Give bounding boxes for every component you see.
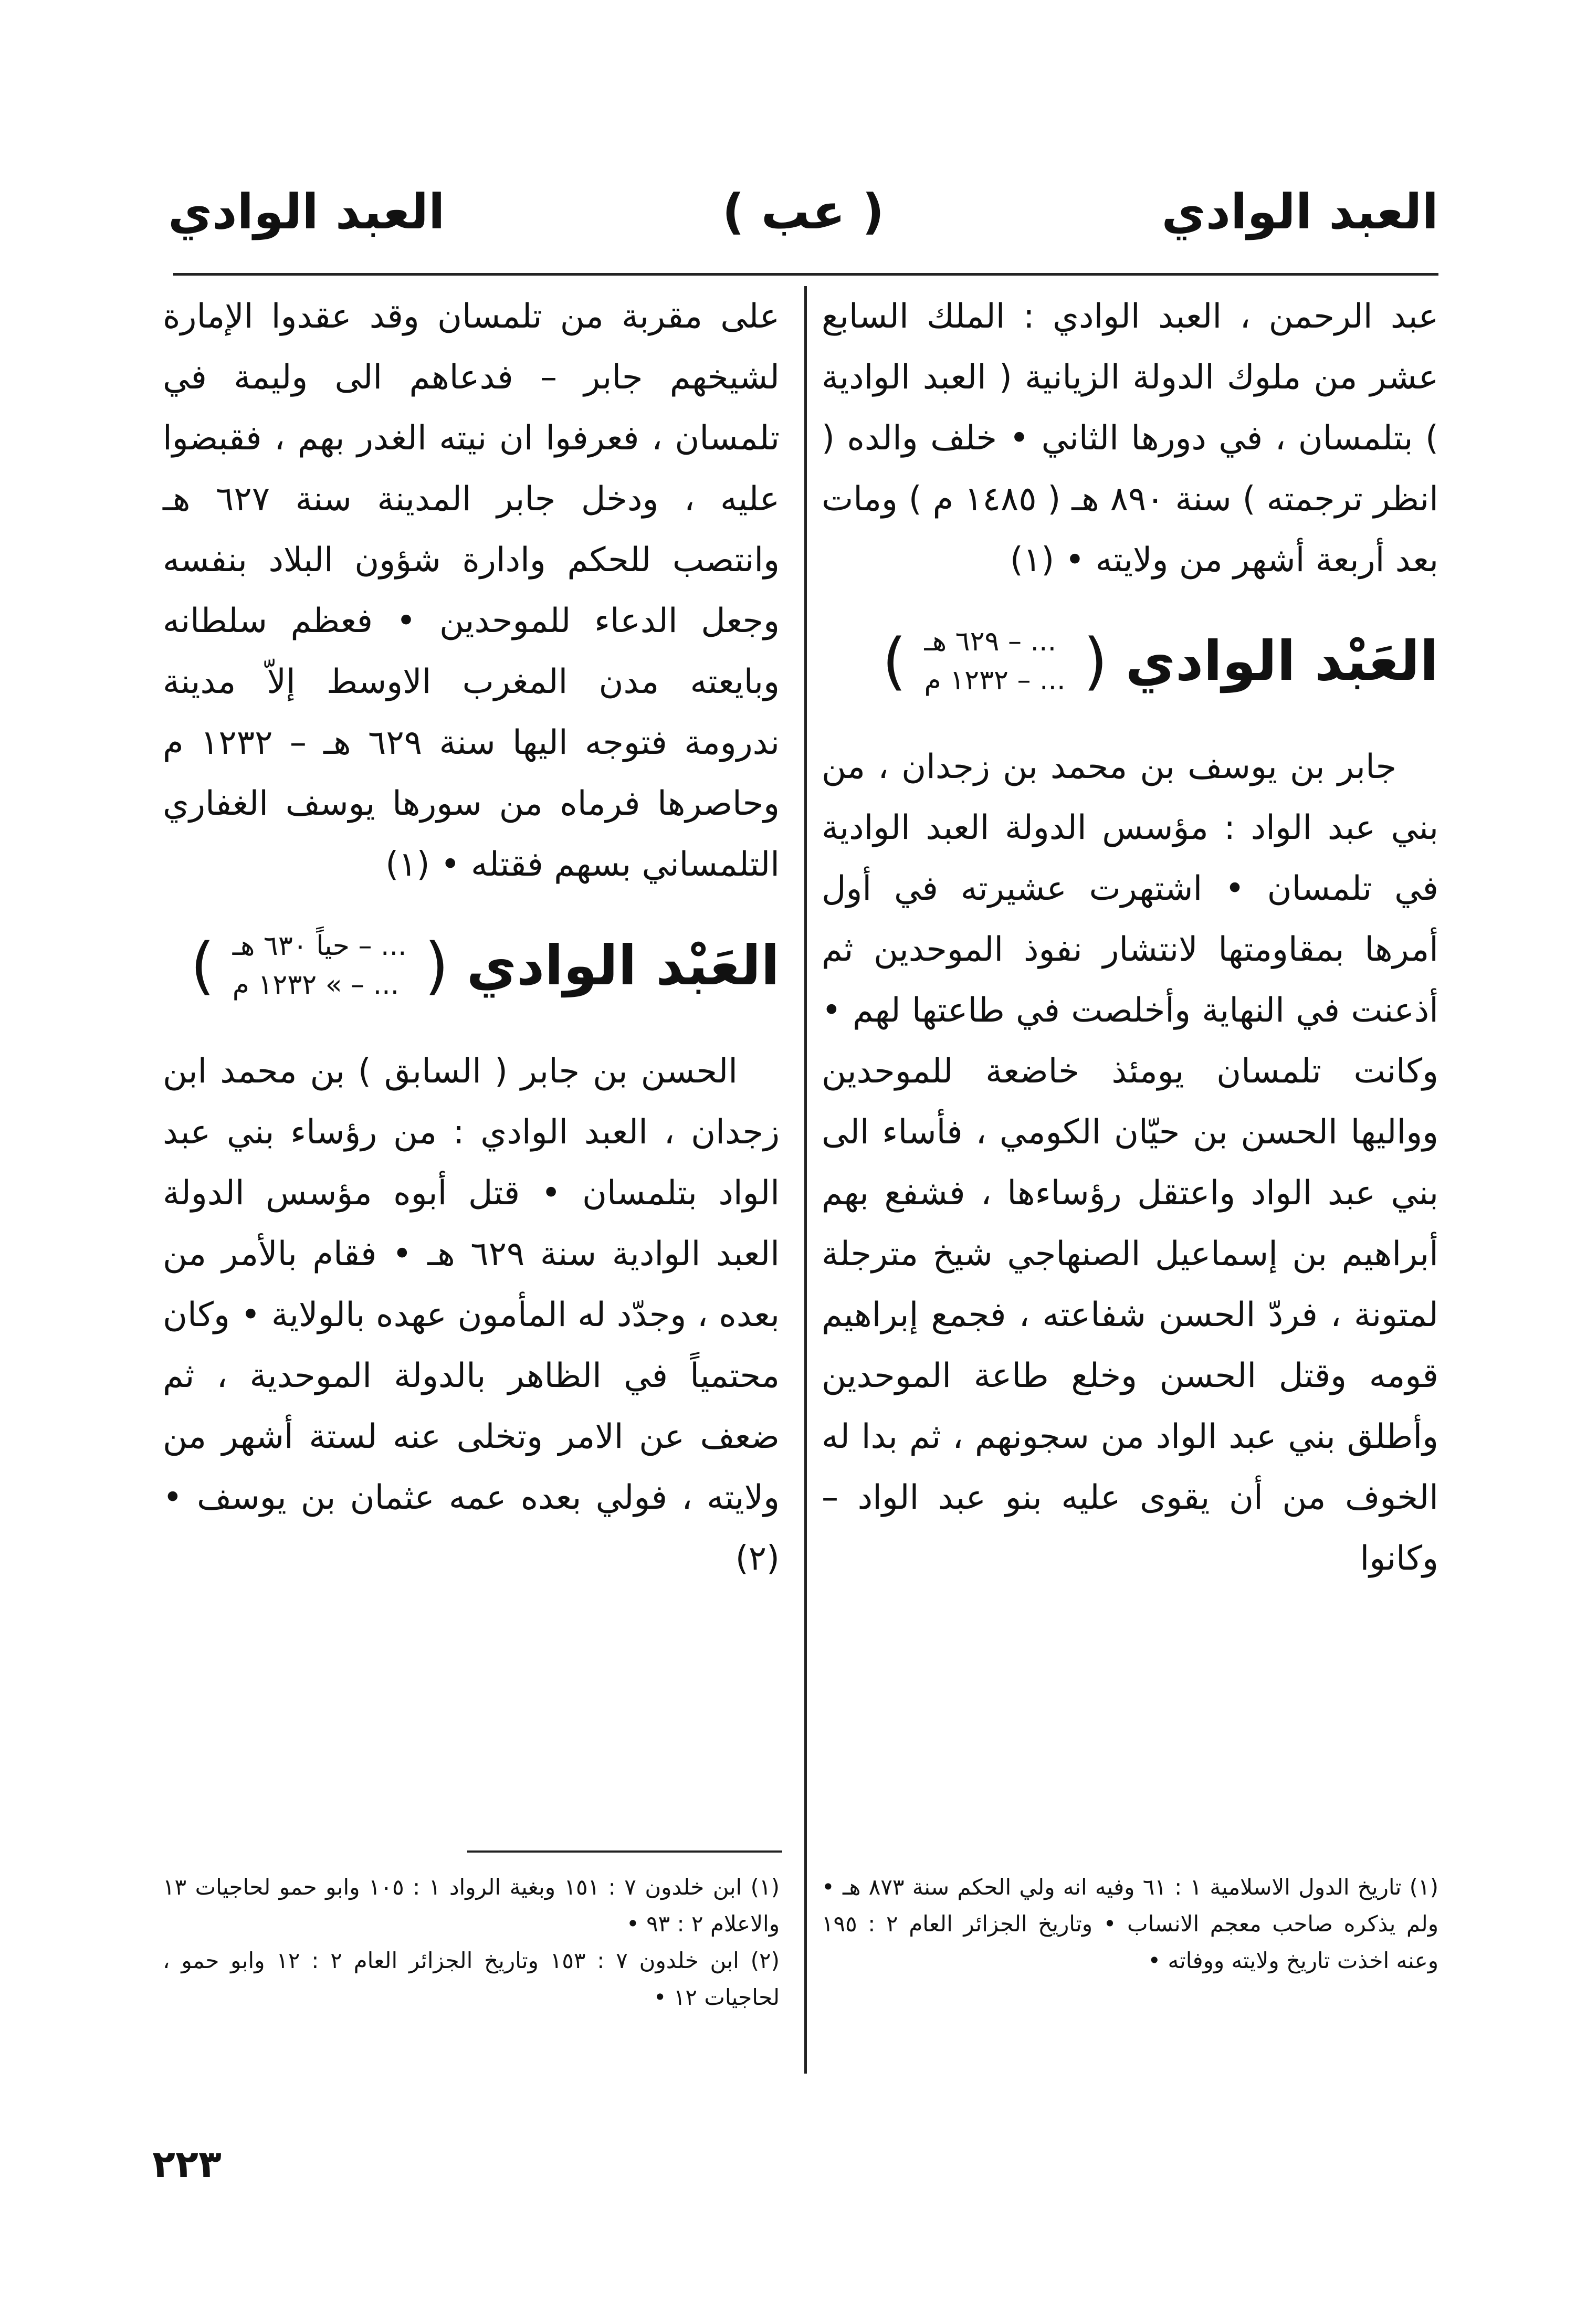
entry-dates-gregorian: ... – » ١٢٣٢ م [232, 969, 400, 1001]
open-paren: ( [1083, 625, 1108, 697]
entry-dates-gregorian: ... – ١٢٣٢ م [924, 665, 1066, 696]
entry-heading [822, 622, 1438, 700]
entry-title: العَبْد الوادي [1125, 629, 1438, 693]
entry-title: العَبْد الوادي [466, 933, 780, 997]
entry-dates [233, 927, 407, 1004]
entry-heading [163, 927, 780, 1004]
entry-dates-hijri: ... – ٦٢٩ هـ [924, 626, 1057, 657]
continuation-paragraph: على مقربة من تلمسان وقد عقدوا الإمارة لشيخهم جابر – فدعاهم الى وليمة في تلمسان ، فعرفوا ان نيته الغدر بهم ، فقبضوا عليه ، ودخل جابر المدينة سنة ٦٢٧ هـ وانتصب للحكم وادارة شؤون البلاد بنفسه وجعل الدعاء للموحدين • فعظم سلطانه وبايعته مدن المغرب الاوسط إلاّ مدينة ندرومة فتوجه اليها سنة ٦٢٩ هـ – ١٢٣٢ م وحاصرها فرماه من سورها يوسف الغفاري التلمساني بسهم فقتله • (١) [163, 297, 780, 884]
footnote: (١) تاريخ الدول الاسلامية ١ : ٦١ وفيه انه ولي الحكم سنة ٨٧٣ هـ • ولم يذكره صاحب معجم الانساب • وتاريخ الجزائر العام ٢ : ١٩٥ وعنه اخذت تاريخ ولايته ووفاته • [822, 1874, 1438, 1973]
page-number: ٢٢٣ [152, 2142, 222, 2186]
close-paren: ) [882, 625, 907, 697]
intro-paragraph: عبد الرحمن ، العبد الوادي : الملك السابع عشر من ملوك الدولة الزيانية ( العبد الوادية ) بتلمسان ، في دورها الثاني • خلف والده ( انظر ترجمته ) سنة ٨٩٠ هـ ( ١٤٨٥ م ) ومات بعد أربعة أشهر من ولايته • (١) [822, 297, 1438, 580]
header-left-title: العبد الوادي [168, 184, 445, 240]
entry-dates [924, 622, 1065, 700]
header-rule [173, 273, 1438, 276]
header-center-code: ( عب ) [722, 184, 885, 240]
footnote: (١) ابن خلدون ٧ : ١٥١ وبغية الرواد ١ : ١٠٥ وابو حمو لحاجيات ١٣ والاعلام ٢ : ٩٣ • [163, 1874, 780, 1937]
running-header [168, 184, 1438, 262]
footnote: (٢) ابن خلدون ٧ : ١٥٣ وتاريخ الجزائر العام ٢ : ١٢ وابو حمو ، لحاجيات ١٢ • [163, 1948, 780, 2010]
right-column [822, 286, 1438, 1589]
close-paren: ) [190, 929, 215, 1002]
entry-body: الحسن بن جابر ( السابق ) بن محمد ابن زجدان ، العبد الوادي : من رؤساء بني عبد الواد بتلمسان • قتل أبوه مؤسس الدولة العبد الوادية سنة ٦٢٩ هـ • فقام بالأمر من بعده ، وجدّد له المأمون عهده بالولاية • وكان محتمياً في الظاهر بالدولة الموحدية ، ثم ضعف عن الامر وتخلى عنه لستة أشهر من ولايته ، فولي بعده عمه عثمان بن يوسف • (٢) [163, 1052, 780, 1578]
left-column [163, 286, 780, 1589]
header-right-title: العبد الوادي [1161, 184, 1438, 240]
footnotes-right [822, 1869, 1438, 1979]
footnote-rule [467, 1850, 782, 1853]
entry-body: جابر بن يوسف بن محمد بن زجدان ، من بني عبد الواد : مؤسس الدولة العبد الوادية في تلمسان • اشتهرت عشيرته في أول أمرها بمقاومتها لانتشار نفوذ الموحدين ثم أذعنت في النهاية وأخلصت في طاعتها لهم • وكانت تلمسان يومئذ خاضعة للموحدين وواليها الحسن بن حيّان الكومي ، فأساء الى بني عبد الواد واعتقل رؤساءها ، فشفع بهم أبراهيم بن إسماعيل الصنهاجي شيخ مترجلة لمتونة ، فردّ الحسن شفاعته ، فجمع إبراهيم قومه وقتل الحسن وخلع طاعة الموحدين وأطلق بني عبد الواد من سجونهم ، ثم بدا له الخوف من أن يقوى عليه بنو عبد الواد – وكانوا [822, 748, 1438, 1578]
entry-dates-hijri: ... – حياً ٦٣٠ هـ [232, 930, 407, 962]
column-divider [804, 286, 807, 2074]
open-paren: ( [424, 929, 449, 1002]
footnotes-left [163, 1869, 780, 2016]
